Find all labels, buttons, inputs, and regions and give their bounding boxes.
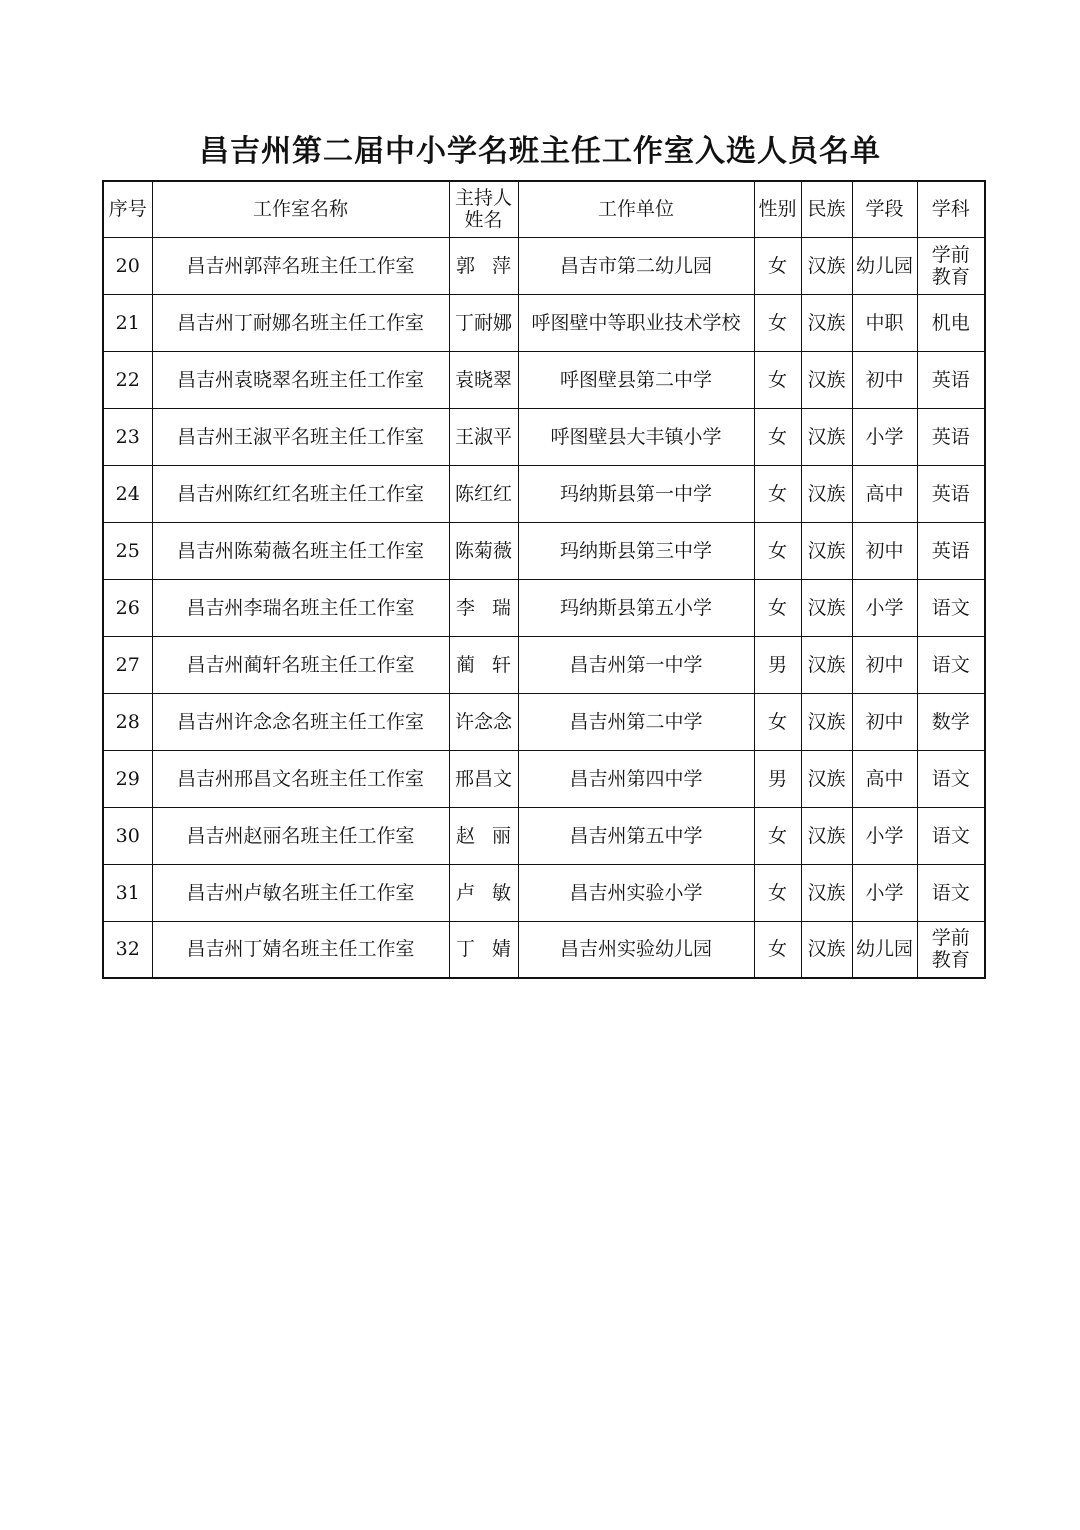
- cell-host-text: 李瑞: [455, 596, 529, 619]
- cell-index-text: 24: [115, 482, 140, 505]
- cell-unit-text: 呼图壁县大丰镇小学: [550, 425, 722, 448]
- table-row: [103, 750, 985, 807]
- cell-gender-text: 女: [767, 881, 787, 904]
- cell-studio: [152, 807, 449, 864]
- cell-index-text: 32: [115, 938, 140, 961]
- cell-subject-text: 机电: [931, 311, 970, 334]
- cell-unit: [518, 579, 754, 636]
- table-row: [103, 579, 985, 636]
- cell-subject: [917, 465, 985, 522]
- cell-subject: [917, 693, 985, 750]
- cell-gender: [754, 465, 801, 522]
- cell-subject-text: 学前教育: [931, 243, 970, 288]
- cell-subject: [917, 522, 985, 579]
- cell-host-text: 丁耐娜: [454, 311, 512, 334]
- cell-gender-text: 男: [767, 767, 787, 790]
- cell-stage-text: 幼儿园: [855, 254, 913, 277]
- cell-studio-text: 昌吉州袁晓翠名班主任工作室: [176, 368, 424, 391]
- cell-studio-text: 昌吉州邢昌文名班主任工作室: [176, 767, 424, 790]
- table-row: [103, 636, 985, 693]
- cell-unit-text: 玛纳斯县第一中学: [559, 482, 712, 505]
- cell-studio: [152, 237, 449, 294]
- cell-subject: [917, 636, 985, 693]
- cell-host: [449, 522, 518, 579]
- cell-subject: [917, 750, 985, 807]
- cell-stage: [852, 237, 917, 294]
- cell-stage: [852, 921, 917, 978]
- cell-gender: [754, 237, 801, 294]
- cell-host: [449, 351, 518, 408]
- header-host-label: 主持人姓名: [454, 187, 512, 232]
- cell-subject-text: 英语: [931, 368, 970, 391]
- cell-studio: [152, 636, 449, 693]
- cell-host-text: 赵丽: [455, 824, 529, 847]
- cell-host: [449, 237, 529, 294]
- cell-studio-text: 昌吉州许念念名班主任工作室: [176, 710, 424, 733]
- cell-studio-text: 昌吉州陈菊薇名班主任工作室: [176, 539, 424, 562]
- cell-unit: [518, 408, 754, 465]
- cell-stage-text: 小学: [865, 881, 904, 904]
- cell-gender-text: 女: [767, 710, 787, 733]
- cell-gender-text: 女: [767, 938, 787, 961]
- cell-unit-text: 玛纳斯县第三中学: [559, 539, 712, 562]
- cell-subject-text: 学前教育: [931, 927, 970, 972]
- cell-studio-text: 昌吉州李瑞名班主任工作室: [186, 596, 415, 619]
- cell-gender: [754, 921, 801, 978]
- cell-host-text: 许念念: [454, 710, 512, 733]
- cell-ethnicity-text: 汉族: [807, 824, 846, 847]
- cell-gender: [754, 522, 801, 579]
- cell-host-text: 蔺轩: [455, 653, 529, 676]
- header-unit: 工作单位: [518, 181, 754, 237]
- cell-gender-text: 女: [767, 482, 787, 505]
- cell-index-text: 20: [115, 254, 140, 277]
- cell-subject-text: 英语: [931, 425, 970, 448]
- cell-gender: [754, 864, 801, 921]
- table-row: [103, 294, 985, 351]
- cell-gender: [754, 579, 801, 636]
- table-row: [103, 237, 985, 294]
- cell-studio-text: 昌吉州王淑平名班主任工作室: [176, 425, 424, 448]
- cell-host-text: 王淑平: [454, 425, 512, 448]
- cell-ethnicity: [801, 921, 852, 978]
- header-host: [449, 181, 518, 237]
- cell-ethnicity-text: 汉族: [807, 368, 846, 391]
- cell-host-text: 丁婧: [455, 938, 529, 961]
- cell-gender: [754, 693, 801, 750]
- cell-studio-text: 昌吉州陈红红名班主任工作室: [176, 482, 424, 505]
- cell-stage: [852, 636, 917, 693]
- cell-subject: [917, 294, 985, 351]
- cell-host: [449, 921, 529, 978]
- cell-host: [449, 636, 529, 693]
- cell-index-text: 27: [115, 653, 140, 676]
- cell-index: [103, 864, 152, 921]
- cell-ethnicity-text: 汉族: [807, 311, 846, 334]
- cell-subject-text: 语文: [931, 653, 970, 676]
- cell-stage-text: 初中: [865, 710, 904, 733]
- cell-host-text: 袁晓翠: [454, 368, 512, 391]
- cell-studio-text: 昌吉州赵丽名班主任工作室: [186, 824, 415, 847]
- cell-index: [103, 921, 152, 978]
- cell-index: [103, 408, 152, 465]
- roster-table: [102, 180, 986, 979]
- cell-host: [449, 465, 518, 522]
- table-header-row: [103, 181, 985, 237]
- table-row: [103, 921, 985, 978]
- cell-gender-text: 女: [767, 425, 787, 448]
- cell-gender-text: 女: [767, 311, 787, 334]
- cell-index-text: 25: [115, 539, 140, 562]
- cell-stage-text: 小学: [865, 425, 904, 448]
- cell-studio: [152, 294, 449, 351]
- cell-studio: [152, 522, 449, 579]
- cell-gender-text: 女: [767, 824, 787, 847]
- cell-gender: [754, 807, 801, 864]
- cell-host-text: 邢昌文: [454, 767, 512, 790]
- cell-stage: [852, 807, 917, 864]
- cell-subject-text: 数学: [931, 710, 970, 733]
- cell-ethnicity: [801, 237, 852, 294]
- table-row: [103, 351, 985, 408]
- cell-gender-text: 女: [767, 368, 787, 391]
- cell-unit: [518, 237, 754, 294]
- cell-gender: [754, 750, 801, 807]
- cell-ethnicity: [801, 294, 852, 351]
- cell-studio: [152, 864, 449, 921]
- cell-unit-text: 昌吉州第四中学: [569, 767, 703, 790]
- cell-unit-text: 昌吉州第一中学: [569, 653, 703, 676]
- cell-ethnicity: [801, 465, 852, 522]
- cell-subject-text: 语文: [931, 881, 970, 904]
- cell-unit-text: 昌吉市第二幼儿园: [559, 254, 712, 277]
- cell-host: [449, 864, 529, 921]
- cell-host-text: 陈红红: [454, 482, 512, 505]
- cell-index: [103, 807, 152, 864]
- cell-gender-text: 女: [767, 596, 787, 619]
- cell-unit: [518, 294, 754, 351]
- cell-unit-text: 玛纳斯县第五小学: [559, 596, 712, 619]
- cell-unit: [518, 921, 754, 978]
- cell-studio-text: 昌吉州丁耐娜名班主任工作室: [176, 311, 424, 334]
- cell-studio-text: 昌吉州丁婧名班主任工作室: [186, 938, 415, 961]
- cell-host-text: 郭萍: [455, 254, 529, 277]
- cell-host: [449, 807, 529, 864]
- cell-ethnicity: [801, 579, 852, 636]
- cell-host-text: 陈菊薇: [454, 539, 512, 562]
- cell-index-text: 21: [115, 311, 140, 334]
- cell-stage: [852, 579, 917, 636]
- cell-stage-text: 中职: [865, 311, 904, 334]
- cell-unit: [518, 522, 754, 579]
- cell-subject: [917, 351, 985, 408]
- cell-host: [449, 750, 518, 807]
- table-row: [103, 408, 985, 465]
- cell-ethnicity: [801, 522, 852, 579]
- cell-unit: [518, 750, 754, 807]
- header-gender: 性别: [754, 181, 801, 237]
- cell-subject: [917, 408, 985, 465]
- cell-ethnicity: [801, 408, 852, 465]
- header-ethnicity: 民族: [801, 181, 852, 237]
- cell-stage: [852, 294, 917, 351]
- cell-studio-text: 昌吉州郭萍名班主任工作室: [186, 254, 415, 277]
- cell-stage: [852, 522, 917, 579]
- table-row: [103, 465, 985, 522]
- cell-index: [103, 636, 152, 693]
- cell-subject: [917, 921, 985, 978]
- cell-ethnicity-text: 汉族: [807, 653, 846, 676]
- cell-index: [103, 294, 152, 351]
- cell-ethnicity: [801, 351, 852, 408]
- cell-stage: [852, 693, 917, 750]
- cell-stage-text: 初中: [865, 368, 904, 391]
- cell-index: [103, 693, 152, 750]
- cell-gender: [754, 294, 801, 351]
- cell-stage-text: 高中: [865, 482, 904, 505]
- cell-unit: [518, 864, 754, 921]
- cell-gender: [754, 408, 801, 465]
- cell-stage: [852, 465, 917, 522]
- cell-studio-text: 昌吉州卢敏名班主任工作室: [186, 881, 415, 904]
- cell-host: [449, 294, 518, 351]
- cell-ethnicity: [801, 750, 852, 807]
- cell-stage: [852, 408, 917, 465]
- cell-index-text: 22: [115, 368, 140, 391]
- cell-ethnicity: [801, 864, 852, 921]
- cell-ethnicity-text: 汉族: [807, 938, 846, 961]
- table-row: [103, 807, 985, 864]
- table-row: [103, 522, 985, 579]
- cell-unit-text: 昌吉州实验幼儿园: [559, 938, 712, 961]
- cell-host: [449, 408, 518, 465]
- cell-ethnicity-text: 汉族: [807, 596, 846, 619]
- cell-studio: [152, 408, 449, 465]
- header-studio: 工作室名称: [152, 181, 449, 237]
- cell-stage-text: 幼儿园: [855, 938, 913, 961]
- cell-ethnicity-text: 汉族: [807, 767, 846, 790]
- cell-index-text: 28: [115, 710, 140, 733]
- cell-ethnicity-text: 汉族: [807, 539, 846, 562]
- cell-studio: [152, 351, 449, 408]
- cell-host: [449, 693, 518, 750]
- document-title: 昌吉州第二届中小学名班主任工作室入选人员名单: [199, 134, 881, 169]
- cell-index: [103, 237, 152, 294]
- cell-subject-text: 英语: [931, 482, 970, 505]
- cell-subject: [917, 237, 985, 294]
- cell-subject: [917, 807, 985, 864]
- cell-index-text: 31: [115, 881, 140, 904]
- header-index: 序号: [103, 181, 152, 237]
- cell-gender-text: 女: [767, 539, 787, 562]
- cell-studio: [152, 465, 449, 522]
- cell-unit-text: 呼图壁中等职业技术学校: [531, 311, 741, 334]
- cell-subject: [917, 864, 985, 921]
- cell-unit-text: 昌吉州第五中学: [569, 824, 703, 847]
- table-body: [103, 237, 985, 978]
- table-row: [103, 864, 985, 921]
- cell-unit: [518, 351, 754, 408]
- cell-subject-text: 语文: [931, 824, 970, 847]
- cell-studio-text: 昌吉州蔺轩名班主任工作室: [186, 653, 415, 676]
- cell-studio: [152, 921, 449, 978]
- cell-unit-text: 昌吉州实验小学: [569, 881, 703, 904]
- cell-index-text: 26: [115, 596, 140, 619]
- cell-ethnicity-text: 汉族: [807, 425, 846, 448]
- cell-ethnicity: [801, 636, 852, 693]
- cell-gender-text: 男: [767, 653, 787, 676]
- cell-stage-text: 小学: [865, 596, 904, 619]
- cell-index-text: 29: [115, 767, 140, 790]
- cell-host: [449, 579, 529, 636]
- cell-gender: [754, 636, 801, 693]
- cell-subject-text: 英语: [931, 539, 970, 562]
- cell-stage-text: 初中: [865, 539, 904, 562]
- cell-studio: [152, 750, 449, 807]
- cell-gender-text: 女: [767, 254, 787, 277]
- cell-index: [103, 750, 152, 807]
- header-stage: 学段: [852, 181, 917, 237]
- cell-index-text: 30: [115, 824, 140, 847]
- cell-subject-text: 语文: [931, 767, 970, 790]
- cell-unit-text: 呼图壁县第二中学: [559, 368, 712, 391]
- cell-subject-text: 语文: [931, 596, 970, 619]
- cell-ethnicity: [801, 693, 852, 750]
- table-row: [103, 693, 985, 750]
- cell-subject: [917, 579, 985, 636]
- cell-ethnicity-text: 汉族: [807, 710, 846, 733]
- header-subject: 学科: [917, 181, 985, 237]
- cell-stage-text: 小学: [865, 824, 904, 847]
- cell-index: [103, 351, 152, 408]
- cell-ethnicity-text: 汉族: [807, 254, 846, 277]
- cell-index: [103, 522, 152, 579]
- cell-unit: [518, 693, 754, 750]
- cell-stage: [852, 864, 917, 921]
- cell-stage-text: 高中: [865, 767, 904, 790]
- cell-ethnicity: [801, 807, 852, 864]
- cell-unit: [518, 465, 754, 522]
- cell-ethnicity-text: 汉族: [807, 482, 846, 505]
- cell-index: [103, 579, 152, 636]
- cell-studio: [152, 579, 449, 636]
- cell-ethnicity-text: 汉族: [807, 881, 846, 904]
- cell-unit: [518, 807, 754, 864]
- cell-host-text: 卢敏: [455, 881, 529, 904]
- cell-index: [103, 465, 152, 522]
- cell-stage: [852, 351, 917, 408]
- cell-stage: [852, 750, 917, 807]
- cell-unit-text: 昌吉州第二中学: [569, 710, 703, 733]
- cell-index-text: 23: [115, 425, 140, 448]
- cell-studio: [152, 693, 449, 750]
- cell-stage-text: 初中: [865, 653, 904, 676]
- cell-gender: [754, 351, 801, 408]
- cell-unit: [518, 636, 754, 693]
